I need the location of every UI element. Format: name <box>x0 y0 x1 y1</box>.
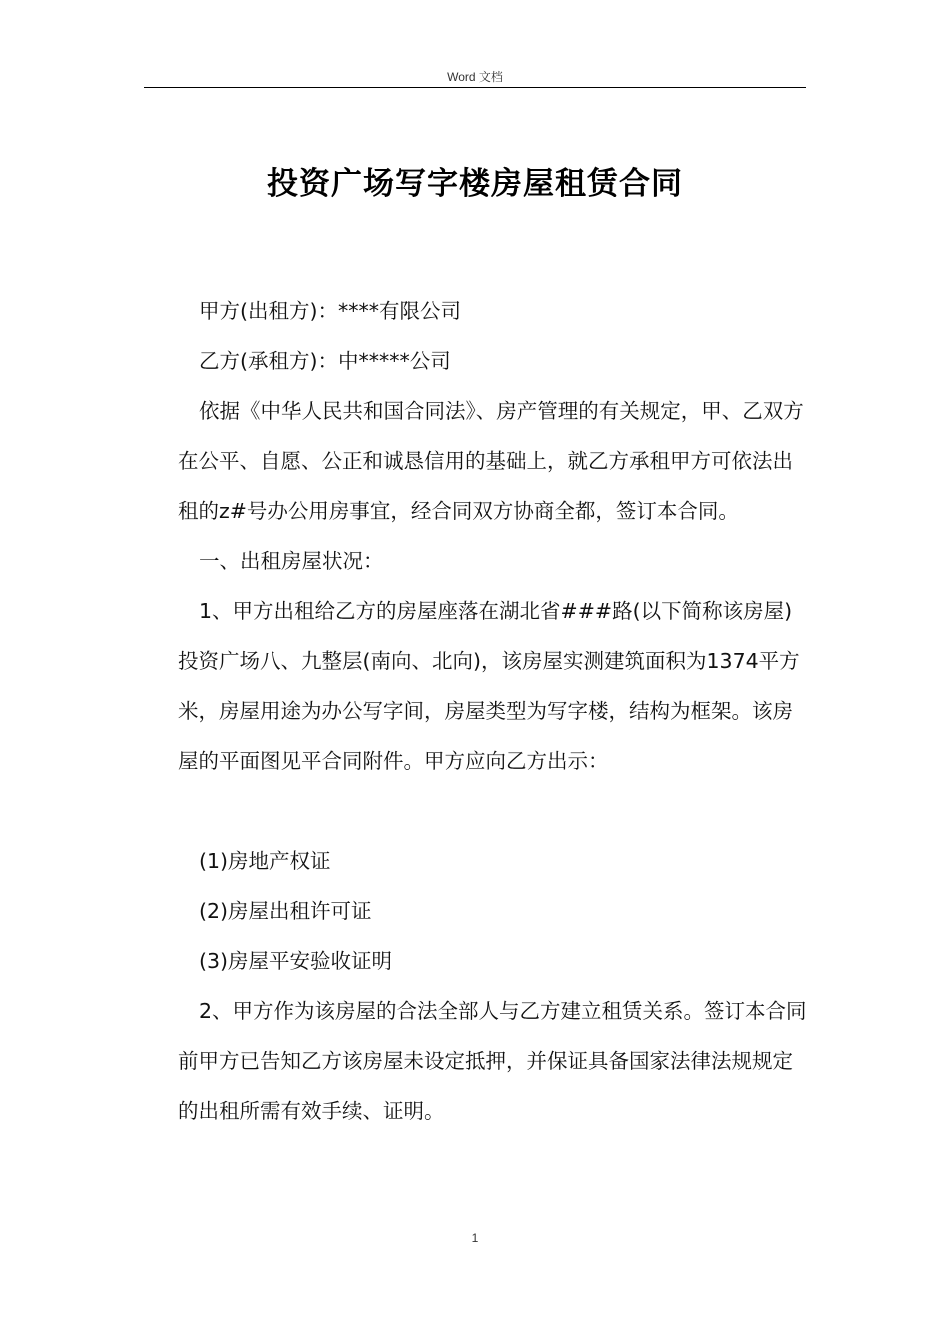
page-number: 1 <box>471 1231 479 1245</box>
party-b-line: 乙方(承租方)：中*****公司 <box>199 349 451 373</box>
clause-1-paragraph: 1、甲方出租给乙方的房屋座落在湖北省###路(以下简称该房屋)投资广场八、九整层(南向、北向)，该房屋实测建筑面积为1374平方米，房屋用途为办公写字间，房屋类型为写字楼，结构为框架。该房屋的平面图见平合同附件。甲方应向乙方出示： <box>178 599 800 773</box>
header-divider <box>144 87 806 88</box>
party-a-line: 甲方(出租方)：****有限公司 <box>199 299 461 323</box>
preamble-paragraph: 依据《中华人民共和国合同法》、房产管理的有关规定，甲、乙双方在公平、自愿、公正和诚恳信用的基础上，就乙方承租甲方可依法出租的z#号办公用房事宜，经合同双方协商全都，签订本合同。 <box>178 399 804 523</box>
document-list-item: (1)房地产权证 <box>199 849 331 873</box>
document-list-item: (2)房屋出租许可证 <box>199 899 372 923</box>
document-title: 投资广场写字楼房屋租赁合同 <box>267 166 683 202</box>
section-heading: 一、出租房屋状况： <box>199 549 384 573</box>
page-header: Word 文档 <box>447 70 503 84</box>
clause-2-paragraph: 2、甲方作为该房屋的合法全部人与乙方建立租赁关系。签订本合同前甲方已告知乙方该房屋未设定抵押，并保证具备国家法律法规规定的出租所需有效手续、证明。 <box>178 999 807 1123</box>
document-list-item: (3)房屋平安验收证明 <box>199 949 393 973</box>
document-body <box>178 286 808 1136</box>
